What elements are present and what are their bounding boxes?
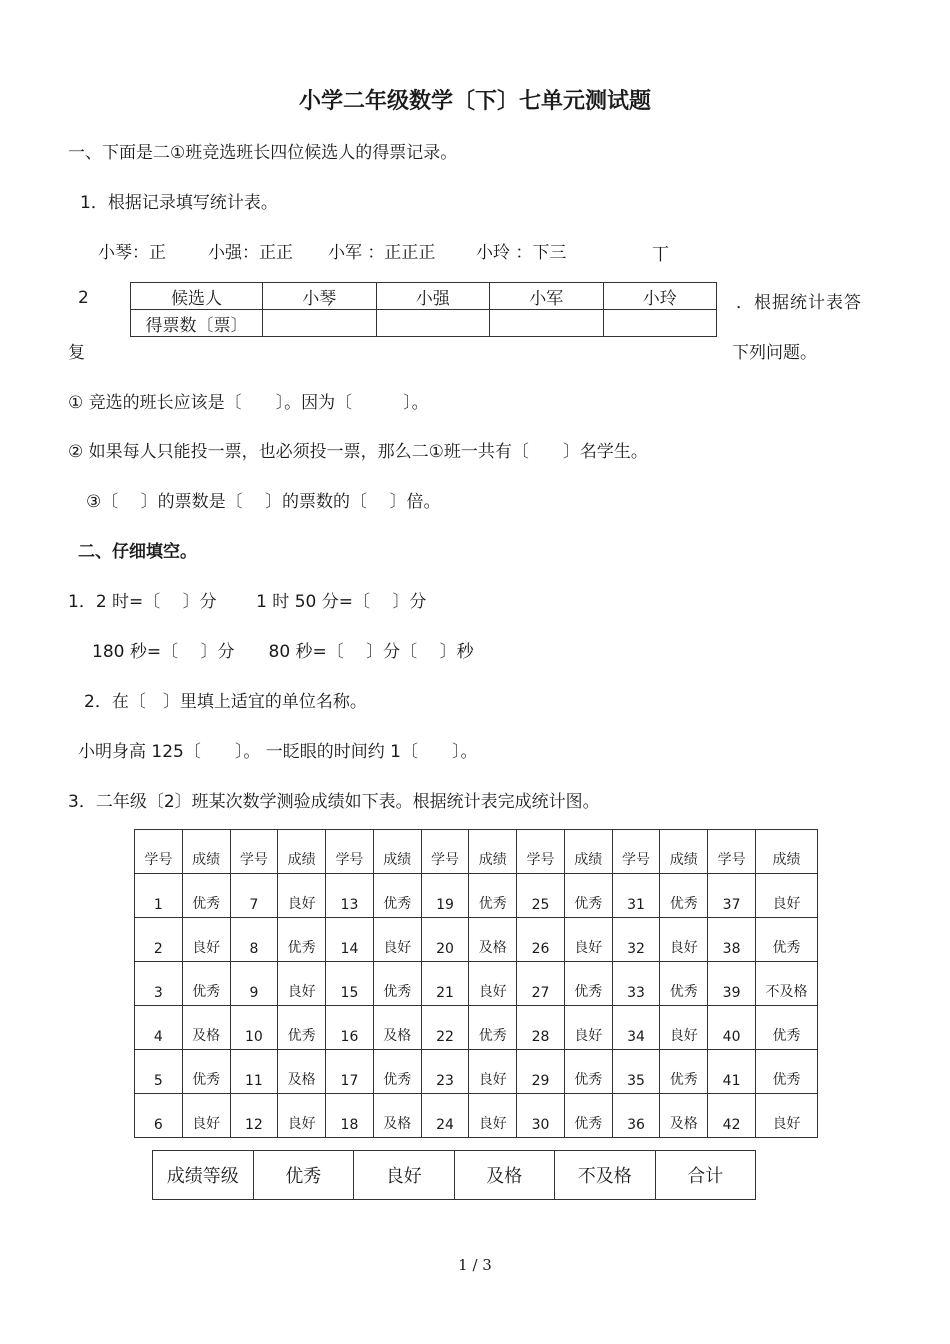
grades-header-cell: 学号 — [708, 830, 756, 874]
grades-cell: 12 — [230, 1094, 278, 1138]
grades-cell: 3 — [135, 962, 183, 1006]
grades-header-row — [135, 830, 818, 874]
grades-cell: 9 — [230, 962, 278, 1006]
tally-xiaoling: 小玲 ：下三 — [476, 243, 567, 263]
grades-cell: 优秀 — [564, 874, 612, 918]
grades-cell: 36 — [612, 1094, 660, 1138]
section2-heading: 二、仔细填空。 — [78, 542, 197, 562]
grades-data-row — [135, 1006, 818, 1050]
grades-cell: 1 — [135, 874, 183, 918]
grades-header-cell: 学号 — [326, 830, 374, 874]
grades-cell: 32 — [612, 918, 660, 962]
vote-row-label: 得票数〔票〕 — [131, 310, 263, 337]
grades-header-cell: 学号 — [612, 830, 660, 874]
sub-question-1: ① 竞选的班长应该是〔 〕。因为〔 〕。 — [68, 393, 429, 413]
grades-cell: 7 — [230, 874, 278, 918]
grades-header-cell: 学号 — [135, 830, 183, 874]
grades-cell: 19 — [421, 874, 469, 918]
grades-cell: 良好 — [469, 962, 517, 1006]
grades-header-cell: 学号 — [517, 830, 565, 874]
vote-header-cell: 小强 — [376, 283, 490, 310]
grades-cell: 优秀 — [756, 1006, 818, 1050]
grades-cell: 41 — [708, 1050, 756, 1094]
grades-cell: 优秀 — [182, 962, 230, 1006]
time-conversion-line2: 180 秒=〔 〕分 80 秒=〔 〕分〔 〕秒 — [92, 642, 474, 662]
grades-cell: 35 — [612, 1050, 660, 1094]
grades-cell: 良好 — [182, 1094, 230, 1138]
grades-cell: 优秀 — [564, 1094, 612, 1138]
grades-header-cell: 学号 — [230, 830, 278, 874]
unit-fill-line: 小明身高 125〔 〕。 一眨眼的时间约 1〔 〕。 — [78, 742, 478, 762]
grades-cell: 24 — [421, 1094, 469, 1138]
grades-cell: 优秀 — [182, 1050, 230, 1094]
grades-cell: 良好 — [278, 962, 326, 1006]
grades-cell: 良好 — [756, 874, 818, 918]
grades-cell: 及格 — [182, 1006, 230, 1050]
grades-cell: 优秀 — [469, 1006, 517, 1050]
grades-cell: 良好 — [564, 918, 612, 962]
grades-cell: 25 — [517, 874, 565, 918]
level-cell: 成绩等级 — [153, 1151, 254, 1200]
time-conversion-line1: 1．2 时=〔 〕分 1 时 50 分=〔 〕分 — [68, 592, 427, 612]
grades-header-cell: 成绩 — [278, 830, 326, 874]
grades-cell: 优秀 — [564, 1050, 612, 1094]
vote-header-cell: 小玲 — [603, 283, 717, 310]
vote-header-cell: 小军 — [490, 283, 604, 310]
grades-cell: 28 — [517, 1006, 565, 1050]
grades-cell: 优秀 — [469, 874, 517, 918]
grades-cell: 14 — [326, 918, 374, 962]
grades-data-row — [135, 1094, 818, 1138]
grades-cell: 及格 — [278, 1050, 326, 1094]
grades-cell: 优秀 — [373, 962, 421, 1006]
grades-cell: 及格 — [469, 918, 517, 962]
page-title: 小学二年级数学〔下〕七单元测试题 — [298, 89, 651, 114]
tally-extra: 丅 — [652, 245, 669, 265]
sub-question-2: ② 如果每人只能投一票，也必须投一票，那么二①班一共有〔 〕名学生。 — [68, 442, 648, 462]
grades-cell: 良好 — [373, 918, 421, 962]
grades-cell: 优秀 — [278, 1006, 326, 1050]
vote-header-cell: 候选人 — [131, 283, 263, 310]
grades-cell: 良好 — [278, 874, 326, 918]
grades-header-cell: 成绩 — [469, 830, 517, 874]
grades-cell: 及格 — [373, 1094, 421, 1138]
grades-cell: 良好 — [564, 1006, 612, 1050]
grades-data-row — [135, 874, 818, 918]
grades-header-cell: 成绩 — [660, 830, 708, 874]
grades-cell: 20 — [421, 918, 469, 962]
grades-cell: 4 — [135, 1006, 183, 1050]
tally-xiaoqiang: 小强：正正 — [208, 243, 293, 263]
grades-cell: 优秀 — [756, 1050, 818, 1094]
vote-blank-cell[interactable] — [263, 310, 377, 337]
section2-q3: 3．二年级〔2〕班某次数学测验成绩如下表。根据统计表完成统计图。 — [68, 792, 600, 812]
grades-cell: 及格 — [373, 1006, 421, 1050]
sub-question-3: ③〔 〕的票数是〔 〕的票数的〔 〕倍。 — [86, 492, 441, 512]
grades-cell: 优秀 — [278, 918, 326, 962]
section2-q2: 2．在〔 〕里填上适宜的单位名称。 — [84, 692, 367, 712]
grades-cell: 良好 — [278, 1094, 326, 1138]
answer-prompt-right: 下列问题。 — [732, 343, 817, 363]
section1-heading: 一、下面是二①班竞选班长四位候选人的得票记录。 — [68, 143, 458, 163]
grades-header-cell: 学号 — [421, 830, 469, 874]
grades-cell: 良好 — [660, 1006, 708, 1050]
section1-q1: 1．根据记录填写统计表。 — [80, 193, 278, 213]
grades-cell: 5 — [135, 1050, 183, 1094]
grades-cell: 34 — [612, 1006, 660, 1050]
grades-data-row — [135, 918, 818, 962]
level-cell: 不及格 — [555, 1151, 656, 1200]
grades-cell: 22 — [421, 1006, 469, 1050]
grade-levels-table — [152, 1150, 756, 1200]
grades-cell: 优秀 — [182, 874, 230, 918]
vote-table — [130, 282, 717, 337]
grades-cell: 33 — [612, 962, 660, 1006]
grades-cell: 优秀 — [373, 1050, 421, 1094]
answer-prompt-left: 复 — [68, 343, 85, 363]
grades-header-cell: 成绩 — [373, 830, 421, 874]
level-cell: 良好 — [354, 1151, 455, 1200]
tally-xiaojun: 小军 ：正正正 — [328, 243, 436, 263]
tally-xiaoqin: 小琴：正 — [98, 243, 166, 263]
grades-header-cell: 成绩 — [182, 830, 230, 874]
grades-cell: 39 — [708, 962, 756, 1006]
grades-data-row — [135, 1050, 818, 1094]
vote-blank-cell[interactable] — [603, 310, 717, 337]
level-cell: 及格 — [454, 1151, 555, 1200]
grades-cell: 优秀 — [756, 918, 818, 962]
grades-cell: 18 — [326, 1094, 374, 1138]
grades-cell: 13 — [326, 874, 374, 918]
grades-cell: 40 — [708, 1006, 756, 1050]
grades-cell: 8 — [230, 918, 278, 962]
level-cell: 合计 — [655, 1151, 756, 1200]
grades-cell: 42 — [708, 1094, 756, 1138]
grades-cell: 优秀 — [373, 874, 421, 918]
grades-cell: 30 — [517, 1094, 565, 1138]
vote-header-cell: 小琴 — [263, 283, 377, 310]
grades-cell: 6 — [135, 1094, 183, 1138]
grades-header-cell: 成绩 — [564, 830, 612, 874]
grades-cell: 37 — [708, 874, 756, 918]
question-number-2: 2 — [78, 288, 89, 308]
grades-cell: 21 — [421, 962, 469, 1006]
grades-cell: 16 — [326, 1006, 374, 1050]
grades-cell: 不及格 — [756, 962, 818, 1006]
grades-cell: 27 — [517, 962, 565, 1006]
grades-cell: 良好 — [660, 918, 708, 962]
grades-cell: 15 — [326, 962, 374, 1006]
grades-cell: 17 — [326, 1050, 374, 1094]
grades-cell: 良好 — [182, 918, 230, 962]
vote-blank-cell[interactable] — [490, 310, 604, 337]
grades-cell: 29 — [517, 1050, 565, 1094]
vote-blank-cell[interactable] — [376, 310, 490, 337]
grades-cell: 优秀 — [660, 1050, 708, 1094]
grades-header-cell: 成绩 — [756, 830, 818, 874]
level-cell: 优秀 — [253, 1151, 354, 1200]
grades-cell: 10 — [230, 1006, 278, 1050]
grades-cell: 31 — [612, 874, 660, 918]
grades-cell: 良好 — [469, 1094, 517, 1138]
grades-cell: 38 — [708, 918, 756, 962]
grades-cell: 26 — [517, 918, 565, 962]
grades-cell: 良好 — [469, 1050, 517, 1094]
grades-table — [134, 829, 818, 1138]
page-number: 1 / 3 — [458, 1256, 492, 1274]
grades-cell: 及格 — [660, 1094, 708, 1138]
grades-cell: 优秀 — [660, 962, 708, 1006]
grades-cell: 良好 — [756, 1094, 818, 1138]
grades-cell: 优秀 — [564, 962, 612, 1006]
grades-cell: 优秀 — [660, 874, 708, 918]
grades-cell: 23 — [421, 1050, 469, 1094]
grades-data-row — [135, 962, 818, 1006]
grades-cell: 2 — [135, 918, 183, 962]
grades-cell: 11 — [230, 1050, 278, 1094]
answer-prompt: ．根据统计表答 — [736, 293, 862, 313]
